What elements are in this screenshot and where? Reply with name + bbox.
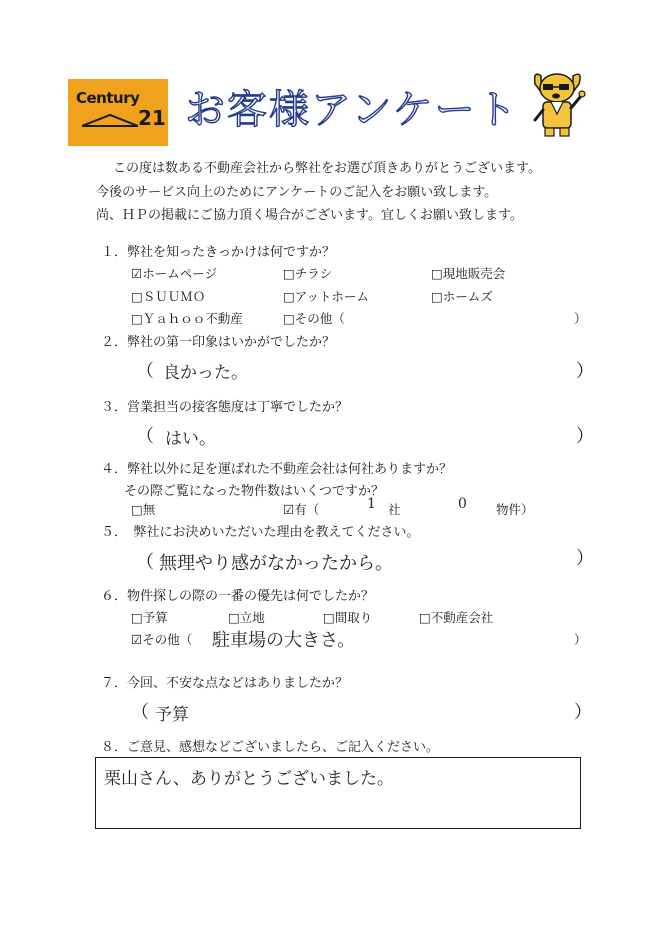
question-4-sub: その際ご覧になった物件数はいくつですか？ — [124, 484, 385, 499]
q5-open-paren: （ — [136, 552, 154, 573]
q3-open-paren: （ — [136, 426, 154, 447]
mascot-dog-icon — [527, 66, 591, 138]
q6-option-agency[interactable]: □不動産会社 — [419, 610, 494, 625]
q2-close-paren: ） — [576, 361, 594, 382]
q3-close-paren: ） — [576, 426, 594, 447]
question-7: ７．今回、不安な点などはありましたか？ — [101, 676, 349, 691]
q4-property-count[interactable]: 0 — [458, 496, 467, 512]
q6-answer[interactable]: 駐車場の大きさ。 — [212, 630, 356, 651]
century21-logo — [68, 79, 168, 146]
q6-option-budget[interactable]: □予算 — [131, 610, 168, 625]
q1-option-other[interactable]: □その他（ — [283, 311, 345, 326]
intro-line-2: 今後のサービス向上のためにアンケートのご記入をお願い致します。 — [96, 185, 498, 200]
q5-answer[interactable]: 無理やり感がなかったから。 — [159, 553, 393, 574]
question-2: ２．弊社の第一印象はいかがでしたか？ — [101, 335, 336, 350]
q1-option-open-house[interactable]: □現地販売会 — [431, 266, 506, 281]
question-3: ３．営業担当の接客態度は丁寧でしたか？ — [101, 400, 349, 415]
q4-unit-companies: 社 — [388, 502, 401, 517]
q4-unit-properties: 物件） — [496, 502, 534, 517]
question-6: ６．物件探しの際の一番の優先は何でしたか？ — [101, 589, 375, 604]
q2-open-paren: （ — [136, 361, 154, 382]
q5-close-paren: ） — [576, 548, 594, 569]
q4-company-count[interactable]: 1 — [367, 496, 376, 512]
q1-option-athome[interactable]: □アットホーム — [283, 289, 369, 304]
q1-other-close: ） — [574, 311, 587, 326]
q6-option-other[interactable]: ☑その他（ — [131, 632, 193, 647]
logo-text: Century — [76, 89, 140, 107]
q7-close-paren: ） — [574, 702, 592, 723]
q4-option-none[interactable]: □無 — [131, 502, 156, 517]
q1-option-yahoo[interactable]: □Ｙａｈｏｏ不動産 — [131, 311, 243, 326]
question-5: ５． 弊社にお決めいただいた理由を教えてください。 — [101, 525, 420, 540]
intro-line-3: 尚、ＨＰの掲載にご協力頂く場合がございます。宜しくお願い致します。 — [96, 208, 523, 223]
house-roof-icon — [82, 113, 138, 127]
page-title: お客様アンケート — [185, 87, 519, 133]
q6-close-paren: ） — [574, 632, 587, 647]
q6-option-layout[interactable]: □間取り — [323, 610, 373, 625]
question-8: ８．ご意見、感想などございましたら、ご記入ください。 — [101, 740, 440, 755]
q2-answer[interactable]: 良かった。 — [163, 363, 248, 383]
q3-answer[interactable]: はい。 — [165, 429, 216, 449]
q6-option-location[interactable]: □立地 — [228, 610, 265, 625]
intro-line-1: この度は数ある不動産会社から弊社をお選び頂きありがとうございます。 — [113, 161, 541, 176]
question-1: １．弊社を知ったきっかけは何ですか？ — [101, 245, 336, 260]
q1-option-suumo[interactable]: □ＳＵＵＭＯ — [131, 289, 206, 304]
logo-number: 21 — [138, 106, 166, 130]
q1-option-flyer[interactable]: □チラシ — [283, 266, 333, 281]
q7-answer[interactable]: 予算 — [155, 705, 189, 725]
q7-open-paren: （ — [131, 702, 149, 723]
q1-option-homepage[interactable]: ☑ホームページ — [131, 266, 217, 281]
q4-option-yes[interactable]: ☑有（ — [283, 502, 320, 517]
q1-option-homes[interactable]: □ホームズ — [431, 289, 493, 304]
question-4: ４．弊社以外に足を運ばれた不動産会社は何社ありますか？ — [101, 462, 453, 477]
q8-answer: 栗山さん、ありがとうございました。 — [104, 769, 395, 789]
comment-box[interactable] — [95, 757, 581, 829]
